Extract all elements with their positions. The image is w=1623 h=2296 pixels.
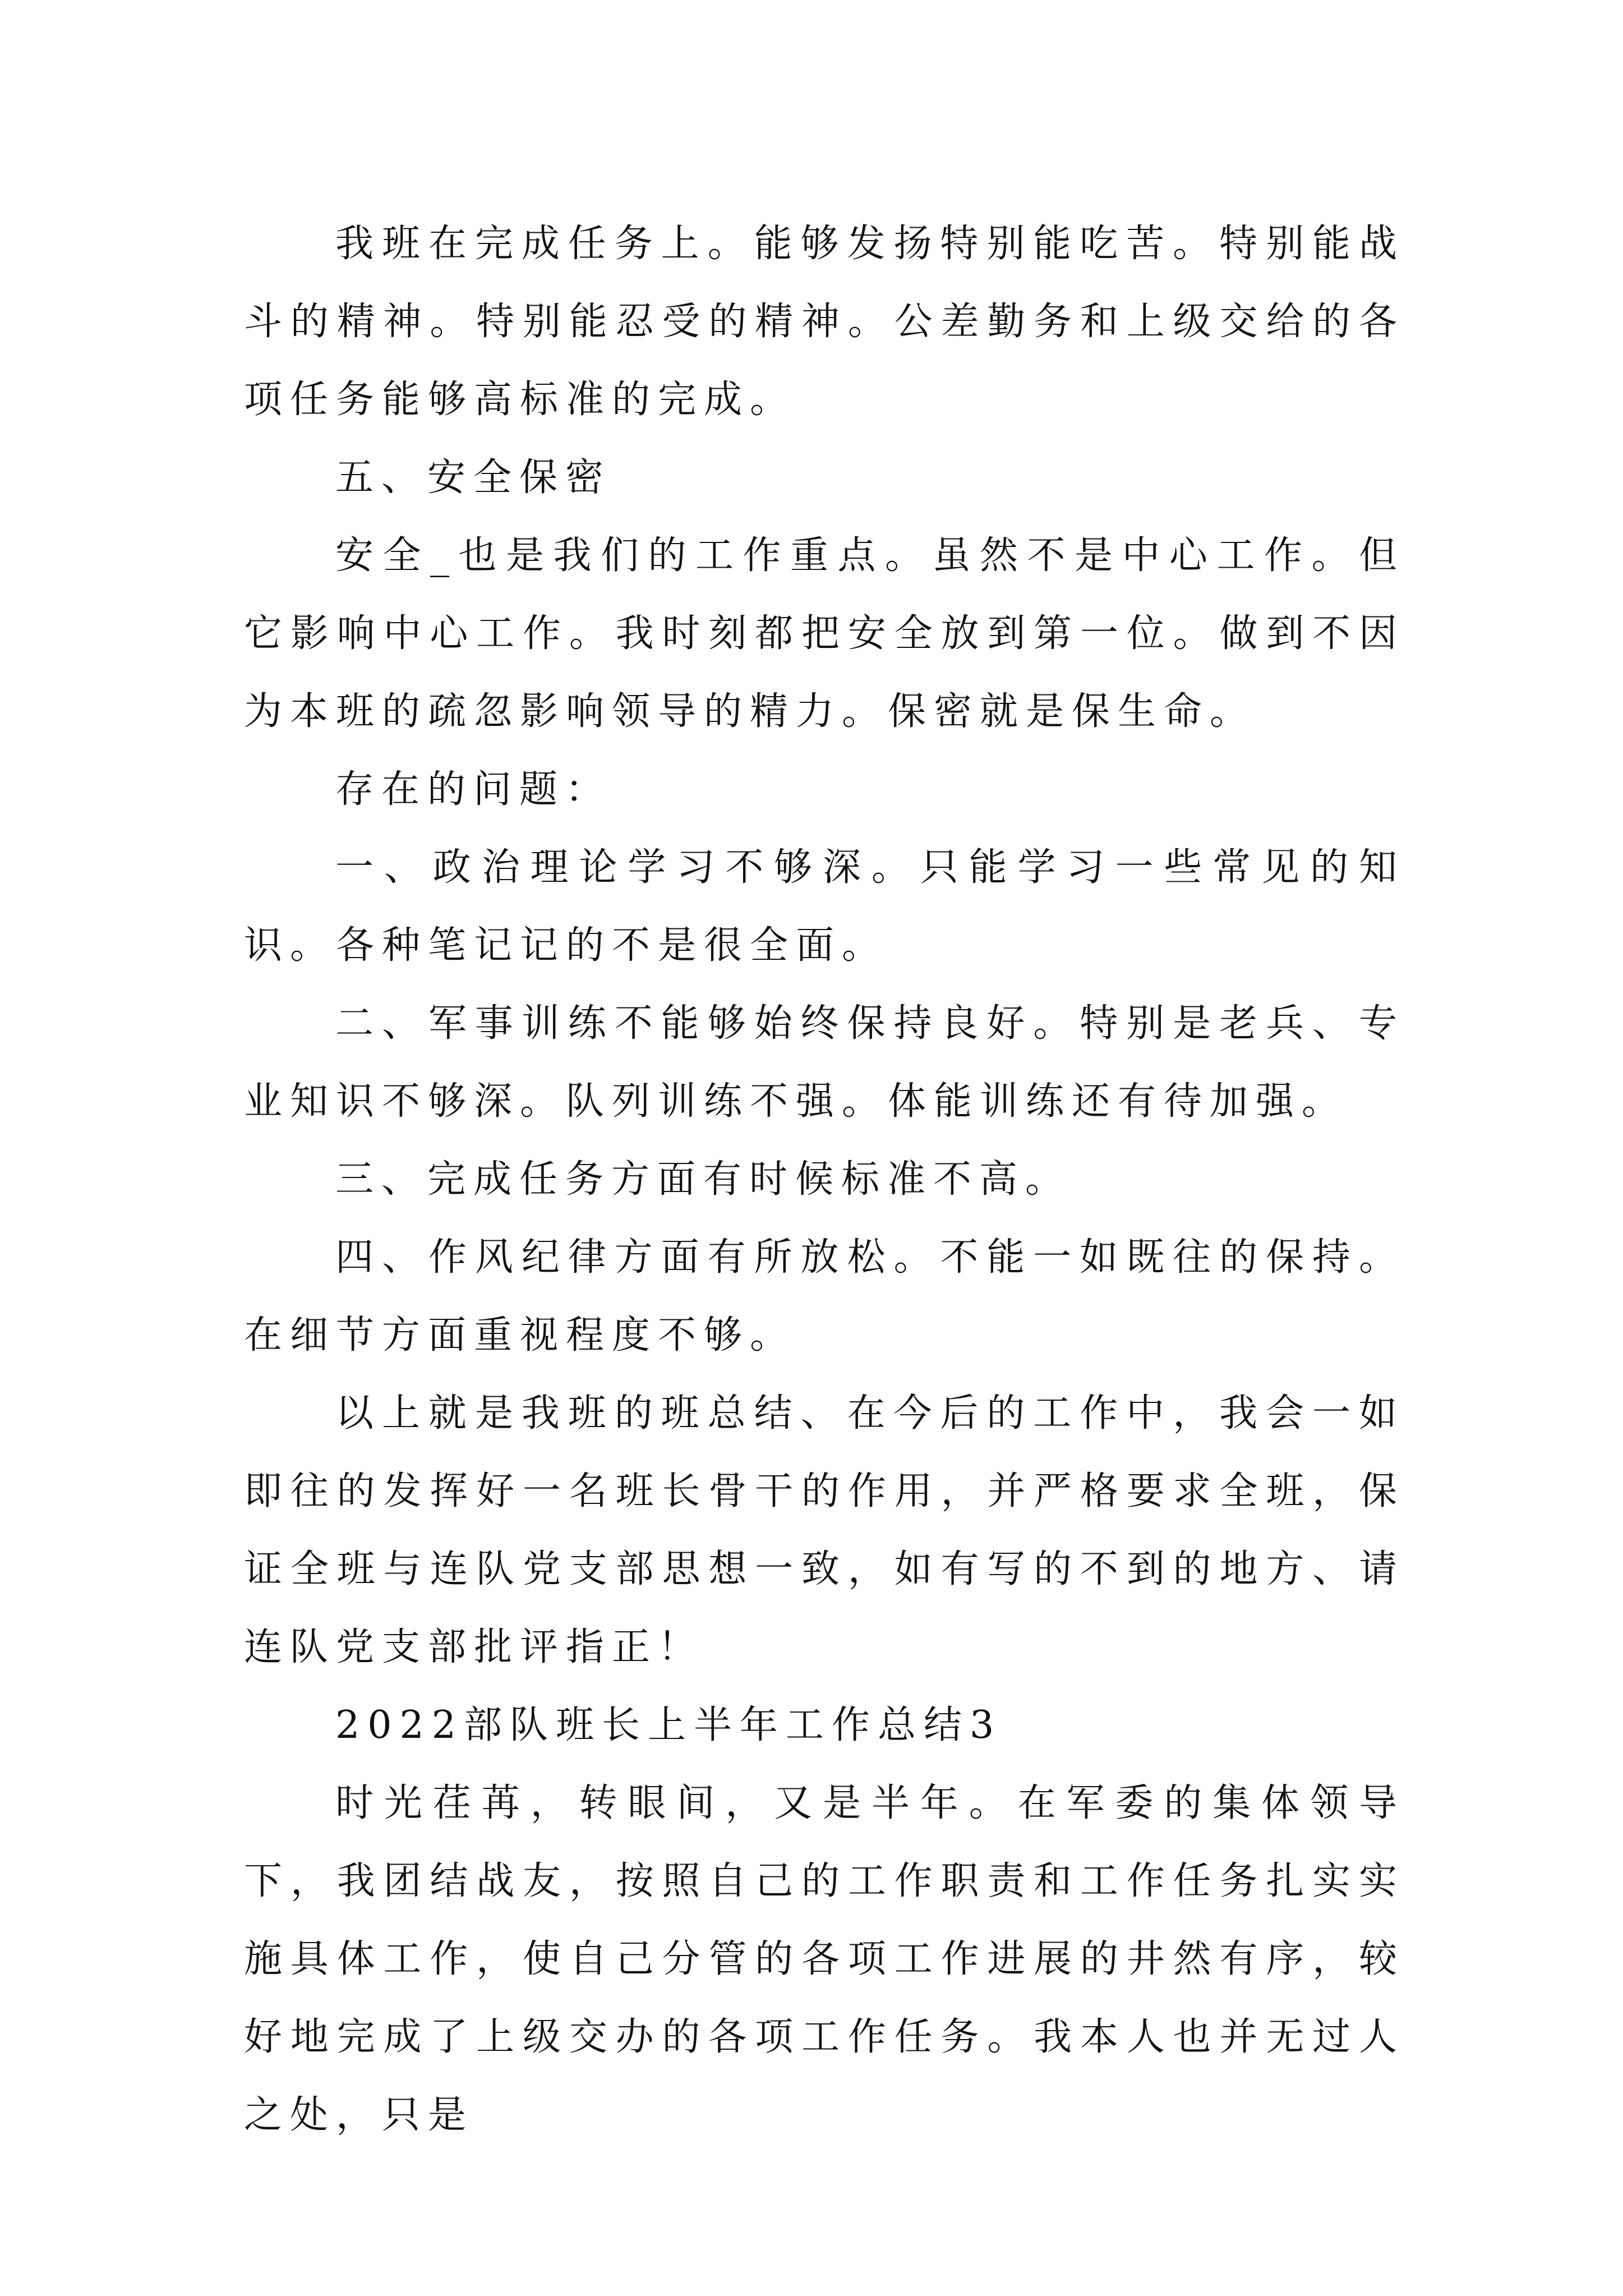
paragraph: 我班在完成任务上。能够发扬特别能吃苦。特别能战斗的精神。特别能忍受的精神。公差勤务和上级交给的各项任务能够高标准的完成。: [244, 222, 1405, 422]
section-heading: 五、安全保密: [335, 455, 612, 500]
list-item: 四、作风纪律方面有所放松。不能一如既往的保持。在细节方面重视程度不够。: [244, 1235, 1405, 1358]
list-item: 一、政治理论学习不够深。只能学习一些常见的知识。各种笔记记的不是很全面。: [244, 845, 1405, 968]
document-title: 2022部队班长上半年工作总结3: [335, 1703, 1002, 1747]
paragraph: 以上就是我班的班总结、在今后的工作中，我会一如即往的发挥好一名班长骨干的作用，并严格要求全班，保证全班与连队党支部思想一致，如有写的不到的地方、请连队党支部批评指正！: [244, 1391, 1405, 1669]
section-heading: 存在的问题：: [335, 767, 612, 812]
document-body: [244, 205, 1405, 2154]
list-item: 三、完成任务方面有时候标准不高。: [335, 1157, 1072, 1202]
list-item: 二、军事训练不能够始终保持良好。特别是老兵、专业知识不够深。队列训练不强。体能训练还有待加强。: [244, 1001, 1405, 1124]
paragraph: 安全_也是我们的工作重点。虽然不是中心工作。但它影响中心工作。我时刻都把安全放到第一位。做到不因为本班的疏忽影响领导的精力。保密就是保生命。: [244, 533, 1405, 734]
paragraph: 时光荏苒，转眼间，又是半年。在军委的集体领导下，我团结战友，按照自己的工作职责和工作任务扎实实施具体工作，使自己分管的各项工作进展的井然有序，较好地完成了上级交办的各项工作任务。我本人也并无过人之处，只是: [244, 1781, 1405, 2137]
